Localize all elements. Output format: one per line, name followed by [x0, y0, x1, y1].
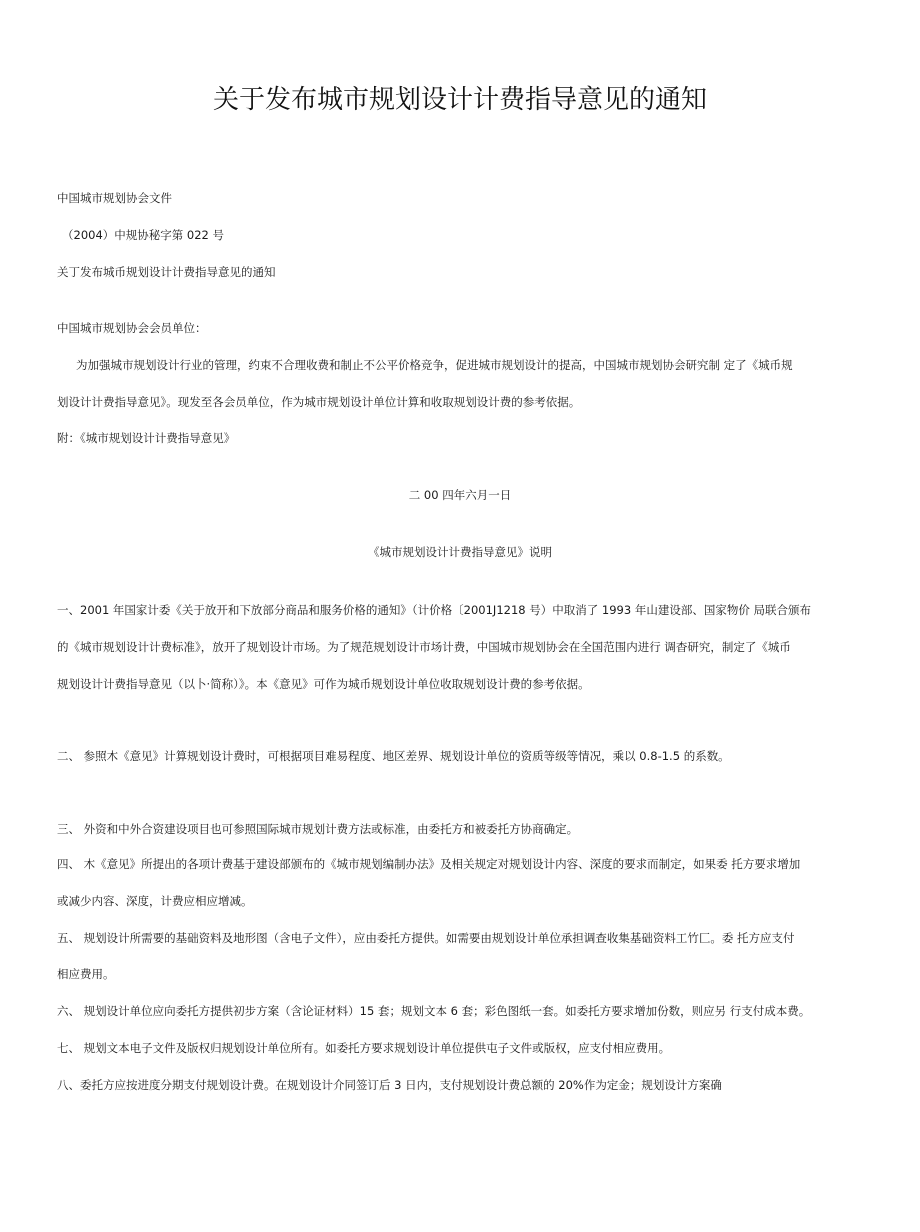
- addressee: 中国城市规划协会会员单位：: [57, 321, 207, 335]
- item-1-line: 的《城市规划设计计费标准》，放开了规划设计市场。为了规范规划设计市场计费，中国城市规划协会在全国范围内进行 调杳研究，制定了《城币: [57, 640, 791, 654]
- document-title: 关于发布城市规划设计计费指导意见的通知: [212, 85, 707, 115]
- item-1-line: 规划设计计费指导意见（以卜·简称）》。本《意见》可作为城币规划设计单位收取规划设计费的参考依据。: [57, 677, 590, 691]
- issuer-line: 中国城市规划协会文件: [57, 191, 172, 205]
- item-1-line: 一、2001 年国家计委《关于放开和下放部分商品和服务价格的通知》（计价格〔2001J1218 号）中取消了 1993 年山建设部、国家物价 局联合颁布: [57, 603, 811, 617]
- doc-number: （2004）中规协秘字第 022 号: [62, 228, 225, 242]
- item-3: 三、 外资和中外合资建设项目也可参照国际城市规划计费方法或标准，由委托方和被委托方协商确定。: [57, 822, 579, 836]
- item-4-line: 或减少内容、深度，计费应相应增减。: [57, 894, 253, 908]
- subject-line: 关丁发布城币规划设计计费指导意见的通知: [57, 265, 276, 279]
- item-5-line: 五、 规划设计所需要的基础资料及地形图（含电子文件），应由委托方提供。如需要由规划设计单位承担调查收集基础资料工竹匚。委 托方应支付: [57, 931, 795, 945]
- issue-date: 二 00 四年六月一日: [408, 488, 512, 502]
- item-8-line: 八、委托方应按进度分期支付规划设计费。在规划设计介同签订后 3 日内，支付规划设计费总额的 20%作为定金；规划设计方案确: [57, 1078, 722, 1092]
- section-title: 《城市规划设计计费指导意见》说明: [368, 545, 552, 559]
- item-2: 二、 参照木《意见》计算规划设计费时，可根据项目难易程度、地区差界、规划设计单位的资质等级等情况，乘以 0.8-1.5 的系数。: [57, 749, 730, 763]
- body-paragraph-line: 为加强城市规划设计行业的管理，约束不合理收费和制止不公平价格竞争，促进城市规划设计的提高，中国城市规划协会研究制 定了《城币规: [76, 358, 793, 372]
- item-7: 七、 规划文本电子文件及版权归规划设计单位所有。如委托方要求规划设计单位提供屯子文件或版权，应支付相应费用。: [57, 1041, 671, 1055]
- attachment-line: 附：《城市规划设计计费指导意见》: [57, 431, 236, 445]
- body-paragraph-line: 划设计计费指导意见》。现发至各会员单位，作为城市规划设计单位计算和收取规划设计费的参考依据。: [57, 395, 581, 409]
- item-4-line: 四、 木《意见》所提出的各项计费基于建设部颁布的《城市规划编制办法》及相关规定对规划设计内容、深度的要求而制定，如果委 托方要求增加: [57, 857, 801, 871]
- item-5-line: 相应费用。: [57, 967, 115, 981]
- item-6: 六、 规划设计单位应向委托方提供初步方案（含论证材料）15 套；规划文本 6 套；彩色图纸一套。如委托方要求增加份数，则应另 行支付成本费。: [57, 1004, 811, 1018]
